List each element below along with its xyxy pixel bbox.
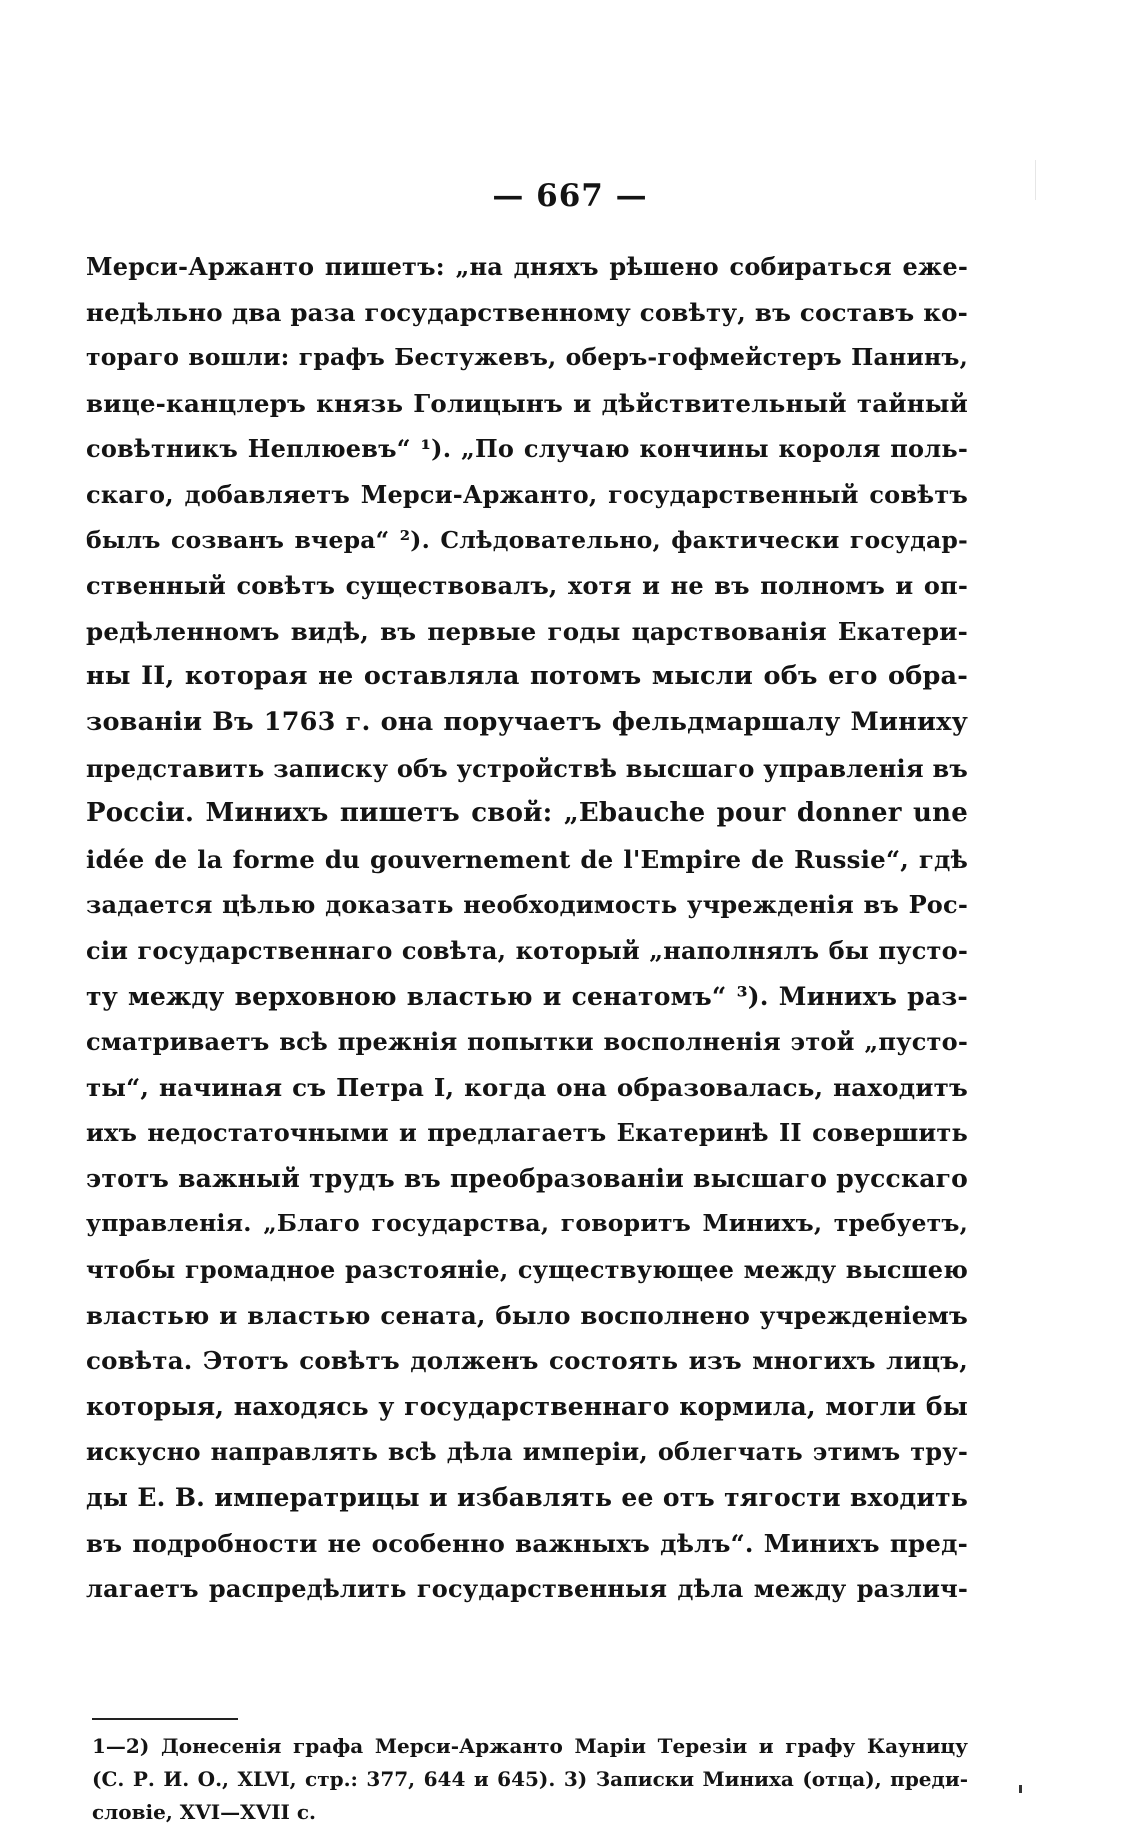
- text-line: совѣта. Этотъ совѣтъ долженъ состоять изъ многихъ лицъ,: [86, 1346, 968, 1376]
- footnote-line: словіе, XVI—XVII с.: [92, 1800, 317, 1824]
- footnote-line: (С. Р. И. О., XLVI, стр.: 377, 644 и 645). 3) Записки Миниха (отца), преди-: [92, 1767, 968, 1791]
- text-line: которыя, находясь у государственнаго кормила, могли бы: [86, 1391, 968, 1421]
- text-line: былъ созванъ вчера“ ²). Слѣдовательно, фактически государ-: [86, 525, 968, 554]
- text-line: задается цѣлью доказать необходимость учрежденія въ Рос-: [86, 890, 968, 920]
- text-line: въ подробности не особенно важныхъ дѣлъ“. Минихъ пред-: [86, 1528, 968, 1558]
- text-line: ты“, начиная съ Петра I, когда она образовалась, находитъ: [86, 1072, 968, 1102]
- text-line: управленія. „Благо государства, говоритъ Минихъ, требуетъ,: [86, 1209, 968, 1238]
- text-line: ды Е. В. императрицы и избавлять ее отъ тягости входить: [86, 1483, 968, 1513]
- text-line: искусно направлять всѣ дѣла имперіи, облегчать этимъ тру-: [86, 1437, 968, 1467]
- text-line: сіи государственнаго совѣта, который „наполнялъ бы пусто-: [86, 935, 968, 965]
- text-line: вице-канцлеръ князь Голицынъ и дѣйствительный тайный: [86, 388, 968, 418]
- text-line: совѣтникъ Неплюевъ“ ¹). „По случаю кончины короля поль-: [86, 434, 968, 464]
- text-line: этотъ важный трудъ въ преобразованіи высшаго русскаго: [86, 1163, 968, 1193]
- page-number: — 667 —: [492, 178, 648, 214]
- text-line: сматриваетъ всѣ прежнія попытки восполненія этой „пусто-: [86, 1027, 968, 1057]
- text-line: лагаетъ распредѣлить государственныя дѣла между различ-: [86, 1574, 968, 1604]
- text-line: Мерси-Аржанто пишетъ: „на дняхъ рѣшено собираться еже-: [86, 252, 968, 281]
- text-line: ихъ недостаточными и предлагаетъ Екатеринѣ II совершить: [86, 1118, 968, 1148]
- text-line: ны II, которая не оставляла потомъ мысли объ его обра-: [86, 661, 968, 692]
- text-line: ственный совѣтъ существовалъ, хотя и не въ полномъ и оп-: [86, 571, 968, 601]
- text-line: властью и властью сената, было восполнено учрежденіемъ: [86, 1300, 968, 1330]
- text-line: тораго вошли: графъ Бестужевъ, оберъ-гофмейстеръ Панинъ,: [86, 343, 968, 372]
- text-line: ту между верховною властью и сенатомъ“ ³). Минихъ раз-: [86, 981, 968, 1011]
- footnote-divider: [92, 1718, 238, 1720]
- footnote-line: 1—2) Донесенія графа Мерси-Аржанто Маріи Терезіи и графу Кауницу: [92, 1734, 968, 1758]
- printer-mark: [1019, 1785, 1022, 1793]
- text-line: редѣленномъ видѣ, въ первые годы царствованія Екатери-: [86, 616, 968, 646]
- text-line: недѣльно два раза государственному совѣту, въ составъ ко-: [86, 297, 968, 327]
- text-line: idée de la forme du gouvernement de l'Empire de Russie“, гдѣ: [86, 844, 968, 874]
- footnotes: [92, 1730, 968, 1829]
- text-line: зованіи Въ 1763 г. она поручаетъ фельдмаршалу Миниху: [86, 706, 968, 737]
- text-line: Россіи. Минихъ пишетъ свой: „Ebauche pour donner une: [86, 798, 968, 829]
- body-text: [86, 244, 968, 1612]
- text-line: представить записку объ устройствѣ высшаго управленія въ: [86, 753, 968, 783]
- text-line: чтобы громадное разстояніе, существующее между высшею: [86, 1255, 968, 1285]
- text-line: скаго, добавляетъ Мерси-Аржанто, государственный совѣтъ: [86, 479, 968, 509]
